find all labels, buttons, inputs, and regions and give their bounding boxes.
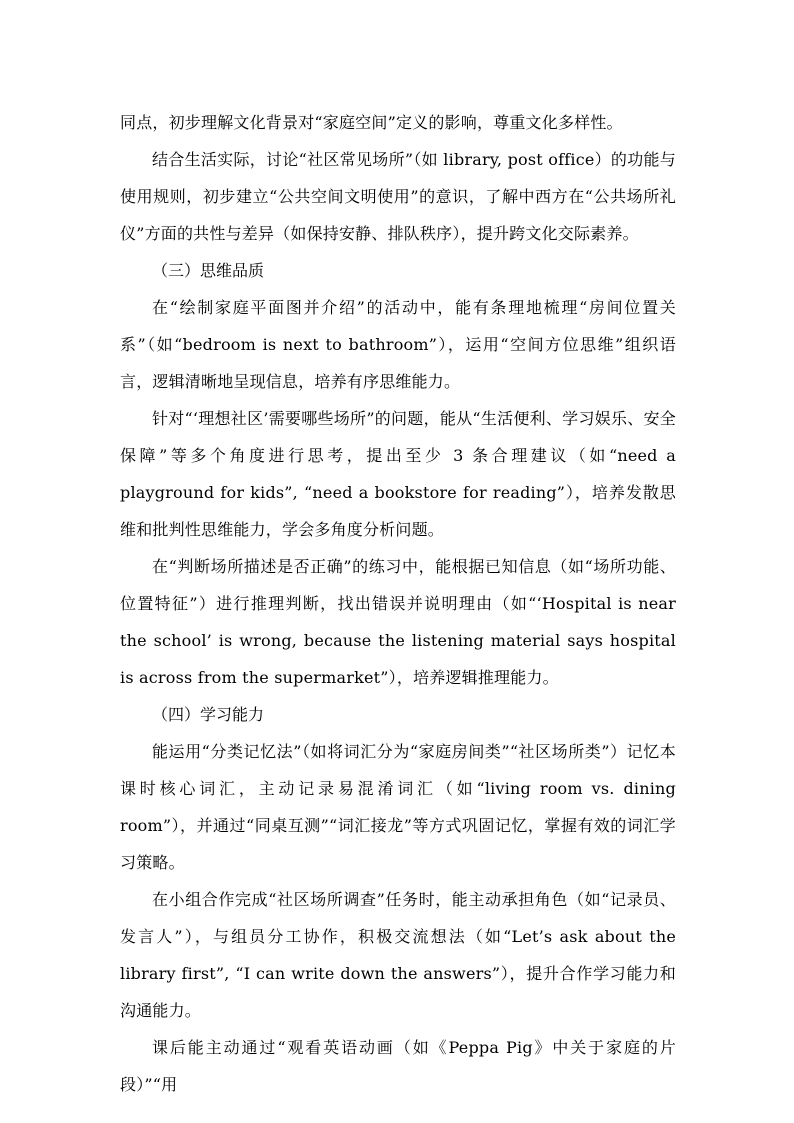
paragraph-community-places: 结合生活实际，讨论“社区常见场所”（如 library, post office）的功能与使用规则，初步建立“公共空间文明使用”的意识，了解中西方在“公共场所礼仪”方面的共性与差异（如保持安静、排队秩序），提升跨文化交际素养。	[120, 150, 676, 243]
paragraph-after-class: 课后能主动通过“观看英语动画（如《Peppa Pig》中关于家庭的片段）”“用	[120, 1038, 676, 1094]
section-heading-learning-ability: （四）学习能力	[152, 705, 265, 724]
paragraph-judge-description: 在“判断场所描述是否正确”的练习中，能根据已知信息（如“场所功能、位置特征”）进行推理判断，找出错误并说明理由（如“‘Hospital is near the school’ is wrong, because the listening material says hospital is across from the supermarket”），培养逻辑推理能力。	[120, 557, 676, 687]
section-heading-thinking-quality: （三）思维品质	[152, 261, 265, 280]
paragraph-ideal-community: 针对“‘理想社区’需要哪些场所”的问题，能从“生活便利、学习娱乐、安全保障”等多个角度进行思考，提出至少 3 条合理建议（如“need a playground for kids”, “need a bookstore for reading”），培养发散思维和批判性思维能力，学会多角度分析问题。	[120, 409, 676, 539]
paragraph-vocabulary-strategy: 能运用“分类记忆法”（如将词汇分为“家庭房间类”“社区场所类”）记忆本课时核心词汇，主动记录易混淆词汇（如“living room vs. dining room”），并通过“同桌互测”“词汇接龙”等方式巩固记忆，掌握有效的词汇学习策略。	[120, 742, 676, 872]
paragraph-cultural-diversity: 同点，初步理解文化背景对“家庭空间”定义的影响，尊重文化多样性。	[120, 113, 623, 132]
paragraph-group-cooperation: 在小组合作完成“社区场所调查”任务时，能主动承担角色（如“记录员、发言人”），与组员分工协作，积极交流想法（如“Let’s ask about the library first”, “I can write down the answers”），提升合作学习能力和沟通能力。	[120, 890, 676, 1020]
paragraph-floor-plan: 在“绘制家庭平面图并介绍”的活动中，能有条理地梳理“房间位置关系”（如“bedroom is next to bathroom”），运用“空间方位思维”组织语言，逻辑清晰地呈现信息，培养有序思维能力。	[120, 298, 676, 391]
document-body	[120, 104, 676, 1103]
